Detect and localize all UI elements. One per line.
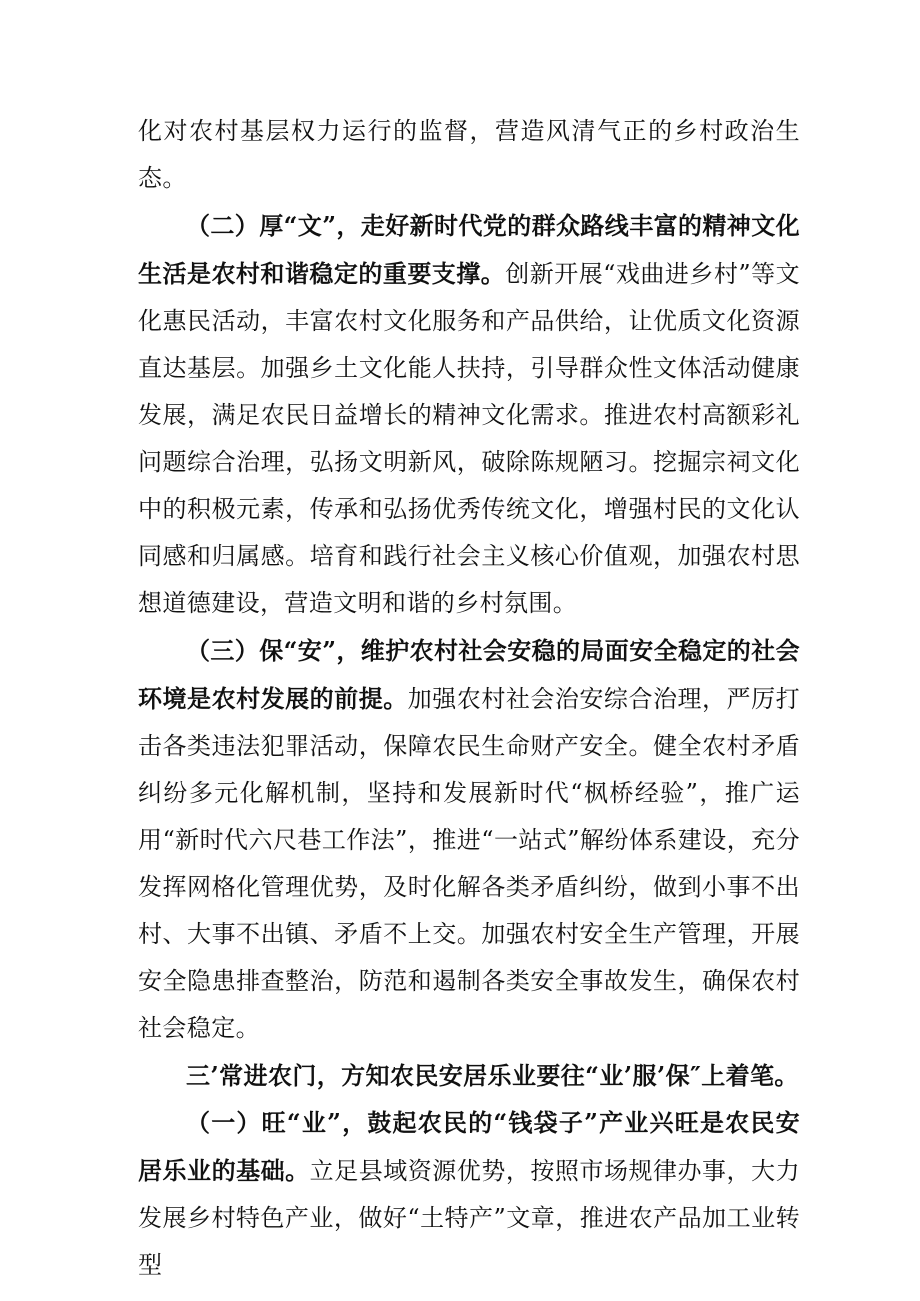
section-heading [138,1052,800,1099]
paragraph-lead: （三）保“安”，维护农村社会安稳的局面安全稳定的社会环境是农村发展的前提。 [138,636,801,713]
section-heading-text: 三’常进农门，方知农民安居乐业要往“业’服’保″上着笔。 [186,1061,799,1090]
paragraph-industry [138,1099,800,1289]
paragraph-body: 立足县域资源优势，按照市场规律办事，大力发展乡村特色产业，做好“土特产”文章，推进农产品加工业转型 [138,1157,800,1279]
document-page [138,108,800,1289]
paragraph-lead: （一）旺“业”，鼓起农民的“钱袋子”产业兴旺是农民安居乐业的基础。 [138,1108,800,1185]
paragraph-safety [138,627,800,1052]
paragraph-body: 化对农村基层权力运行的监督，营造风清气正的乡村政治生态。 [138,117,800,192]
paragraph-body: 加强农村社会治安综合治理，严厉打击各类违法犯罪活动，保障农民生命财产安全。健全农村矛盾纠纷多元化解机制，坚持和发展新时代“枫桥经验”，推广运用“新时代六尺巷工作法”，推进“一站式”解纷体系建设，充分发挥网格化管理优势，及时化解各类矛盾纠纷，做到小事不出村、大事不出镇、矛盾不上交。加强农村安全生产管理，开展安全隐患排查整治，防范和遏制各类安全事故发生，确保农村社会稳定。 [138,685,800,1042]
paragraph-body: 创新开展“戏曲进乡村”等文化惠民活动，丰富农村文化服务和产品供给，让优质文化资源直达基层。加强乡土文化能人扶持，引导群众性文体活动健康发展，满足农民日益增长的精神文化需求。推进农村高额彩礼问题综合治理，弘扬文明新风，破除陈规陋习。挖掘宗祠文化中的积极元素，传承和弘扬优秀传统文化，增强村民的文化认同感和归属感。培育和践行社会主义核心价值观，加强农村思想道德建设，营造文明和谐的乡村氛围。 [138,260,800,617]
paragraph-culture [138,202,800,627]
paragraph-lead: （二）厚“文”，走好新时代党的群众路线丰富的精神文化生活是农村和谐稳定的重要支撑。 [138,211,801,288]
paragraph-continuation [138,108,800,202]
